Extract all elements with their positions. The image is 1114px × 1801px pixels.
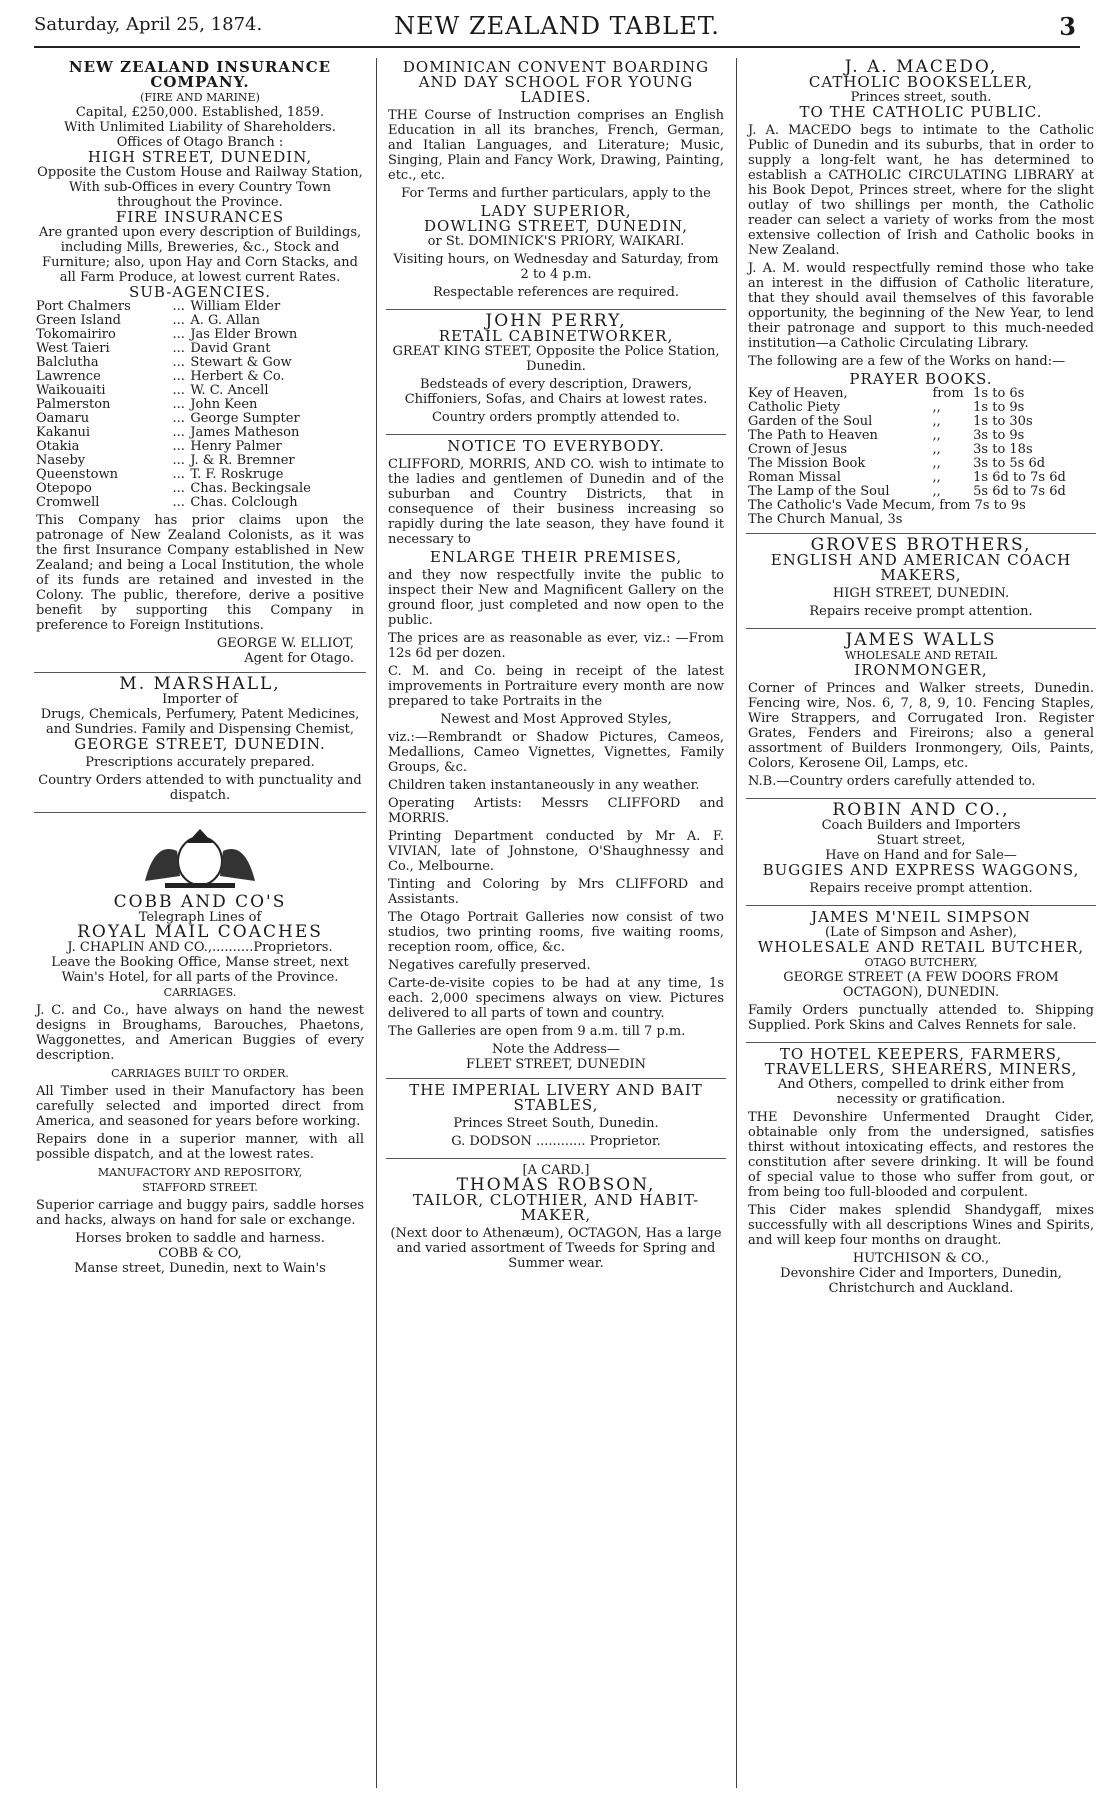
perry-street: GREAT KING STEET, Opposite the Police Station, Dunedin. (392, 344, 720, 374)
agency-dots: ... (172, 369, 185, 384)
agency-dots: ... (172, 453, 185, 468)
agency-agent: Chas. Beckingsale (190, 481, 311, 496)
cobb-proprietors: J. CHAPLIN AND CO.,..........Proprietors. (67, 940, 333, 955)
marshall-street: GEORGE STREET, DUNEDIN. (74, 735, 326, 753)
perry-goods: Bedsteads of every description, Drawers, Chiffoniers, Sofas, and Chairs at lowest rates. (404, 377, 708, 407)
agency-agent: Jas Elder Brown (190, 327, 298, 342)
book-from: ,, (932, 400, 941, 415)
royal-crest-icon (125, 821, 275, 891)
agency-row (36, 356, 364, 370)
agency-dots: ... (172, 313, 185, 328)
cobb-timber: All Timber used in their Manufactory has been carefully selected and imported direct from America, and seasoned for years before working. (36, 1084, 364, 1129)
insurance-offices: Offices of Otago Branch : (116, 135, 284, 150)
book-title: The Path to Heaven (748, 428, 878, 443)
perry-country: Country orders promptly attended to. (431, 410, 681, 425)
book-row (748, 429, 1094, 443)
robin-advert (746, 799, 1096, 906)
book-title: Catholic Piety (748, 400, 841, 415)
agency-row (36, 440, 364, 454)
agency-dots: ... (172, 341, 185, 356)
insurance-capital: Capital, £250,000. Established, 1859. (75, 105, 325, 120)
clifford-intro: CLIFFORD, MORRIS, AND CO. wish to intimate to the ladies and gentlemen of Dunedin and of the suburban and Country Districts, that in consequence of their business increasing so rapidly during the late season, they have found it necessary to (388, 457, 724, 547)
insurance-signature-role: Agent for Otago. (244, 651, 354, 666)
agency-row (36, 398, 364, 412)
agency-row (36, 300, 364, 314)
robin-have: Have on Hand and for Sale— (825, 848, 1017, 863)
insurance-street: HIGH STREET, DUNEDIN, (87, 148, 313, 166)
agency-row (36, 468, 364, 482)
robson-trade: TAILOR, CLOTHIER, AND HABIT-MAKER, (412, 1191, 700, 1224)
agency-agent: William Elder (190, 299, 281, 314)
imperial-street: Princes Street South, Dunedin. (453, 1116, 659, 1131)
agency-agent: George Sumpter (190, 411, 300, 426)
simpson-name: JAMES M'NEIL SIMPSON (811, 908, 1031, 926)
agency-dots: ... (172, 411, 185, 426)
imperial-title: THE IMPERIAL LIVERY AND BAIT STABLES, (409, 1081, 703, 1114)
marshall-goods: Drugs, Chemicals, Perfumery, Patent Medicines, and Sundries. Family and Dispensing Chemist, (40, 707, 360, 737)
agency-dots: ... (172, 299, 185, 314)
simpson-trade: WHOLESALE AND RETAIL BUTCHER, (757, 938, 1085, 956)
convent-refs: Respectable references are required. (432, 285, 680, 300)
agency-place: Kakanui (36, 425, 90, 440)
clifford-advert (386, 435, 726, 1079)
clifford-styles: viz.:—Rembrandt or Shadow Pictures, Cameos, Medallions, Cameo Vignettes, Vignettes, Family Groups, &c. (388, 730, 724, 775)
marshall-prescriptions: Prescriptions accurately prepared. (85, 755, 315, 770)
agency-place: Naseby (36, 453, 86, 468)
simpson-street: GEORGE STREET (A FEW DOORS FROM OCTAGON), DUNEDIN. (783, 970, 1059, 1000)
agency-agent: David Grant (190, 341, 271, 356)
imperial-proprietor: G. DODSON ............ Proprietor. (451, 1134, 661, 1149)
column-rule (736, 58, 737, 1788)
cobb-horses: Horses broken to saddle and harness. (75, 1231, 325, 1246)
book-from: from (932, 386, 964, 401)
book-price: 1s 6d to 7s 6d (973, 470, 1066, 485)
prayer-books-heading: PRAYER BOOKS. (849, 370, 993, 388)
agency-row (36, 328, 364, 342)
fire-insurances-text: Are granted upon every description of Buildings, including Mills, Breweries, &c., Stock and Furniture; also, upon Hay and Corn Stacks, and all Farm Produce, at lowest current Rates. (38, 225, 362, 285)
cobb-signature: COBB & CO, (158, 1246, 242, 1261)
agency-row (36, 370, 364, 384)
agency-dots: ... (172, 355, 185, 370)
cobb-repairs: Repairs done in a superior manner, with all possible dispatch, and at the lowest rates. (36, 1132, 364, 1162)
groves-street: HIGH STREET, DUNEDIN. (832, 586, 1010, 601)
perry-advert (386, 310, 726, 435)
robson-advert (386, 1159, 726, 1280)
agency-place: West Taieri (36, 341, 110, 356)
cobb-factory-street: STAFFORD STREET. (142, 1181, 258, 1194)
insurance-title: NEW ZEALAND INSURANCE COMPANY. (68, 58, 332, 91)
agency-dots: ... (172, 425, 185, 440)
agency-agent: J. & R. Bremner (190, 453, 295, 468)
agency-place: Otepopo (36, 481, 92, 496)
clifford-heading: NOTICE TO EVERYBODY. (447, 437, 665, 455)
clifford-invite: and they now respectfully invite the public to inspect their New and Magnificent Gallery on the ground floor, just completed and now open to the public. (388, 568, 724, 628)
marshall-country: Country Orders attended to with punctuality and dispatch. (38, 773, 362, 803)
insurance-liability: With Unlimited Liability of Shareholders. (64, 120, 336, 135)
clifford-children: Children taken instantaneously in any weather. (388, 778, 700, 793)
groves-advert (746, 534, 1096, 629)
agency-agent: Chas. Colclough (190, 495, 298, 510)
book-row (748, 513, 1094, 527)
agencies-table (36, 300, 364, 510)
book-title: Garden of the Soul (748, 414, 873, 429)
marshall-advert (34, 673, 366, 813)
simpson-advert (746, 906, 1096, 1043)
agency-row (36, 384, 364, 398)
book-price: 1s to 30s (973, 414, 1033, 429)
macedo-intro: J. A. MACEDO begs to intimate to the Catholic Public of Dunedin and its suburbs, that in order to supply a long-felt want, he has determined to establish a CATHOLIC CIRCULATING LIBRARY at his Book Depot, Princes street, where for the slight outlay of two shillings per month, the Catholic reader can select a variety of works from the most extensive collection of Irish and Catholic books in New Zealand. (748, 123, 1094, 258)
convent-terms: For Terms and further particulars, apply to the (401, 186, 711, 201)
walls-name: JAMES WALLS (845, 630, 997, 650)
hutchison-signature: HUTCHISON & CO., (852, 1251, 990, 1266)
agency-agent: Herbert & Co. (190, 369, 285, 384)
simpson-late: (Late of Simpson and Asher), (824, 925, 1018, 940)
walls-trade: IRONMONGER, (854, 661, 988, 679)
book-from: ,, (932, 414, 941, 429)
groves-repairs: Repairs receive prompt attention. (809, 604, 1033, 619)
agency-row (36, 496, 364, 510)
cobb-address: Manse street, Dunedin, next to Wain's (74, 1261, 326, 1276)
book-price: 1s to 6s (973, 386, 1025, 401)
agency-place: Cromwell (36, 495, 100, 510)
cobb-telegraph: Telegraph Lines of (138, 910, 262, 925)
agency-dots: ... (172, 383, 185, 398)
agency-row (36, 342, 364, 356)
cobb-superior: Superior carriage and buggy pairs, saddle horses and hacks, always on hand for sale or exchange. (36, 1198, 364, 1228)
robin-name: ROBIN AND CO., (832, 800, 1010, 820)
book-title: Key of Heaven, (748, 386, 848, 401)
cobb-leave: Leave the Booking Office, Manse street, next Wain's Hotel, for all parts of the Province. (51, 955, 349, 985)
agency-place: Palmerston (36, 397, 111, 412)
agency-place: Port Chalmers (36, 299, 131, 314)
cobb-carriages: J. C. and Co., have always on hand the newest designs in Broughams, Barouches, Phaetons, Waggonettes, and American Buggies of every description. (36, 1003, 364, 1063)
agency-agent: James Matheson (190, 425, 300, 440)
walls-text: Corner of Princes and Walker streets, Dunedin. Fencing wire, Nos. 6, 7, 8, 9, 10. Fencing Staples, Wire Strappers, and Corrugated Iron. Register Grates, Fenders and Fireirons; also a general assortment of Builders Ironmongery, Oils, Paints, Colors, Kerosene Oil, Lamps, etc. (748, 681, 1094, 771)
insurance-body: This Company has prior claims upon the patronage of New Zealand Colonists, as it was the first Insurance Company established in New Zealand; and being a Local Institution, the whole of its funds are retained and invested in the Colony. The public, therefore, derive a positive benefit by supporting this Company in preference to Foreign Institutions. (36, 513, 364, 633)
robson-card: [A CARD.] (522, 1163, 590, 1178)
book-from: ,, (932, 428, 941, 443)
agency-agent: A. G. Allan (190, 313, 261, 328)
book-title: The Catholic's Vade Mecum, from 7s to 9s (748, 498, 1026, 513)
hutchison-shandy: This Cider makes splendid Shandygaff, mixes successfully with all descriptions Wines and Spirits, and will keep four months on draught. (748, 1203, 1094, 1248)
clifford-artists: Operating Artists: Messrs CLIFFORD and MORRIS. (388, 796, 724, 826)
insurance-sub: (FIRE AND MARINE) (140, 91, 260, 104)
clifford-improvements: C. M. and Co. being in receipt of the latest improvements in Portraiture every month are now prepared to take Portraits in the (388, 664, 724, 709)
hutchison-others: And Others, compelled to drink either from necessity or gratification. (777, 1077, 1065, 1107)
walls-advert (746, 629, 1096, 799)
agency-agent: Henry Palmer (190, 439, 282, 454)
agency-place: Balclutha (36, 355, 99, 370)
book-row (748, 471, 1094, 485)
book-from: ,, (932, 456, 941, 471)
convent-course: THE Course of Instruction comprises an English Education in all its branches, French, German, and Italian Languages, and Literature; Music, Singing, Plain and Fancy Work, Drawing, Painting, etc., etc. (388, 108, 724, 183)
hutchison-advert (746, 1043, 1096, 1302)
fire-insurances-heading: FIRE INSURANCES (115, 208, 285, 226)
walls-sub: WHOLESALE AND RETAIL (844, 649, 998, 662)
insurance-suboffices: With sub-Offices in every Country Town throughout the Province. (68, 180, 332, 210)
cobb-royal-mail: ROYAL MAIL COACHES (77, 922, 323, 942)
clifford-carte: Carte-de-visite copies to be had at any time, 1s each. 2,000 specimens always on view. Pictures delivered to all parts of town and country. (388, 976, 724, 1021)
book-from: ,, (932, 470, 941, 485)
macedo-name: J. A. MACEDO, (844, 57, 998, 77)
clifford-note: Note the Address— (492, 1042, 620, 1057)
book-from: ,, (932, 442, 941, 457)
hutchison-body: THE Devonshire Unfermented Draught Cider, obtainable only from the undersigned, satisfies thirst without intoxicating effects, and restores the constitution after severe drinking. It will be found of special value to those who suffer from gout, or from being too full-blooded and corpulent. (748, 1110, 1094, 1200)
agency-row (36, 482, 364, 496)
book-row (748, 457, 1094, 471)
agency-agent: W. C. Ancell (190, 383, 269, 398)
clifford-tinting: Tinting and Coloring by Mrs CLIFFORD and Assistants. (388, 877, 724, 907)
agency-place: Otakia (36, 439, 80, 454)
convent-priory: or St. DOMINICK'S PRIORY, WAIKARI. (427, 234, 685, 249)
clifford-negatives: Negatives carefully preserved. (388, 958, 591, 973)
cobb-built-heading: CARRIAGES BUILT TO ORDER. (111, 1067, 289, 1080)
clifford-open: The Galleries are open from 9 a.m. till 7 p.m. (388, 1024, 686, 1039)
perry-name: JOHN PERRY, (485, 311, 627, 331)
book-title: Roman Missal (748, 470, 841, 485)
agency-dots: ... (172, 481, 185, 496)
perry-trade: RETAIL CABINETWORKER, (438, 327, 674, 345)
agency-dots: ... (172, 397, 185, 412)
clifford-enlarge: ENLARGE THEIR PREMISES, (429, 548, 683, 566)
column-2 (386, 56, 726, 1794)
imperial-advert (386, 1079, 726, 1159)
agency-place: Tokomairiro (36, 327, 116, 342)
robin-buggies: BUGGIES AND EXPRESS WAGGONS, (762, 861, 1080, 879)
agency-place: Waikouaiti (36, 383, 106, 398)
book-title: The Church Manual, 3s (748, 512, 903, 527)
book-row (748, 387, 1094, 401)
insurance-signature: GEORGE W. ELLIOT, (216, 636, 354, 651)
insurance-opposite: Opposite the Custom House and Railway Station, (37, 165, 363, 180)
cobb-factory-heading: MANUFACTORY AND REPOSITORY, (97, 1166, 303, 1179)
insurance-advert (34, 56, 366, 673)
agency-agent: John Keen (190, 397, 258, 412)
groves-trade: ENGLISH AND AMERICAN COACH MAKERS, (770, 551, 1072, 584)
book-row (748, 415, 1094, 429)
newspaper-title: NEW ZEALAND TABLET. (394, 12, 720, 40)
column-3 (746, 56, 1096, 1794)
convent-superior: LADY SUPERIOR, (480, 202, 632, 220)
convent-street: DOWLING STREET, DUNEDIN, (424, 217, 688, 235)
robin-trade: Coach Builders and Importers (821, 818, 1021, 833)
cobb-advert (34, 813, 366, 1282)
clifford-prices: The prices are as reasonable as ever, viz.: —From 12s 6d per dozen. (388, 631, 724, 661)
agency-place: Oamaru (36, 411, 90, 426)
convent-advert (386, 56, 726, 310)
book-price: 3s to 18s (973, 442, 1033, 457)
macedo-remind: J. A. M. would respectfully remind those who take an interest in the diffusion of Catholic literature, that they should avail themselves of this favorable opportunity, the beginning of the New Year, to lend their patronage and support to this much-needed institution—a Catholic Circulating Library. (748, 261, 1094, 351)
book-row (748, 485, 1094, 499)
hutchison-address: Devonshire Cider and Importers, Dunedin, Christchurch and Auckland. (780, 1266, 1062, 1296)
clifford-printing: Printing Department conducted by Mr A. F. VIVIAN, late of Johnstone, O'Shaughnessy and Co., Melbourne. (388, 829, 724, 874)
book-price: 1s to 9s (973, 400, 1025, 415)
book-title: Crown of Jesus (748, 442, 848, 457)
robin-repairs: Repairs receive prompt attention. (809, 881, 1033, 896)
agency-dots: ... (172, 495, 185, 510)
hutchison-heading: TO HOTEL KEEPERS, FARMERS, TRAVELLERS, SHEARERS, MINERS, (764, 1045, 1078, 1078)
groves-name: GROVES BROTHERS, (810, 535, 1032, 555)
macedo-following: The following are a few of the Works on hand:— (748, 354, 1066, 369)
agency-row (36, 314, 364, 328)
convent-visiting: Visiting hours, on Wednesday and Saturday, from 2 to 4 p.m. (393, 252, 719, 282)
book-from: ,, (932, 484, 941, 499)
book-row (748, 443, 1094, 457)
simpson-octagon: OTAGO BUTCHERY, (864, 956, 978, 969)
masthead (34, 8, 1080, 48)
agency-dots: ... (172, 439, 185, 454)
sub-agencies-heading: SUB-AGENCIES. (128, 283, 272, 301)
simpson-text: Family Orders punctually attended to. Shipping Supplied. Pork Skins and Calves Rennets for sale. (748, 1003, 1094, 1033)
agency-agent: Stewart & Gow (190, 355, 292, 370)
clifford-newest: Newest and Most Approved Styles, (440, 712, 672, 727)
cobb-title: COBB AND CO'S (113, 892, 287, 912)
book-price: 3s to 5s 6d (973, 456, 1046, 471)
column-rule (376, 58, 377, 1788)
agency-place: Green Island (36, 313, 121, 328)
macedo-public: TO THE CATHOLIC PUBLIC. (799, 103, 1043, 121)
prayer-books-table (748, 387, 1094, 527)
convent-title: DOMINICAN CONVENT BOARDING AND DAY SCHOOL FOR YOUNG LADIES. (402, 58, 710, 106)
agency-dots: ... (172, 467, 185, 482)
robson-name: THOMAS ROBSON, (456, 1175, 656, 1195)
macedo-trade: CATHOLIC BOOKSELLER, (808, 73, 1034, 91)
marshall-importer: Importer of (162, 692, 238, 707)
agency-place: Queenstown (36, 467, 119, 482)
agency-agent: T. F. Roskruge (190, 467, 284, 482)
agency-dots: ... (172, 327, 185, 342)
clifford-address: FLEET STREET, DUNEDIN (466, 1057, 646, 1072)
walls-nb: N.B.—Country orders carefully attended to. (748, 774, 1036, 789)
book-row (748, 499, 1094, 513)
book-row (748, 401, 1094, 415)
macedo-advert (746, 56, 1096, 534)
book-price: 5s 6d to 7s 6d (973, 484, 1066, 499)
agency-row (36, 412, 364, 426)
issue-date: Saturday, April 25, 1874. (34, 14, 263, 35)
book-title: The Mission Book (748, 456, 866, 471)
column-1 (34, 56, 366, 1794)
page-number: 3 (1059, 12, 1076, 41)
cobb-carriages-heading: CARRIAGES. (163, 986, 237, 999)
agency-place: Lawrence (36, 369, 101, 384)
agency-row (36, 454, 364, 468)
marshall-name: M. MARSHALL, (119, 674, 281, 694)
macedo-street: Princes street, south. (850, 90, 992, 105)
clifford-galleries: The Otago Portrait Galleries now consist of two studios, two printing rooms, five waiting rooms, reception room, office, &c. (388, 910, 724, 955)
robson-text: (Next door to Athenæum), OCTAGON, Has a large and varied assortment of Tweeds for Spring and Summer wear. (390, 1226, 722, 1271)
agency-row (36, 426, 364, 440)
book-price: 3s to 9s (973, 428, 1025, 443)
book-title: The Lamp of the Soul (748, 484, 890, 499)
robin-street: Stuart street, (876, 833, 966, 848)
